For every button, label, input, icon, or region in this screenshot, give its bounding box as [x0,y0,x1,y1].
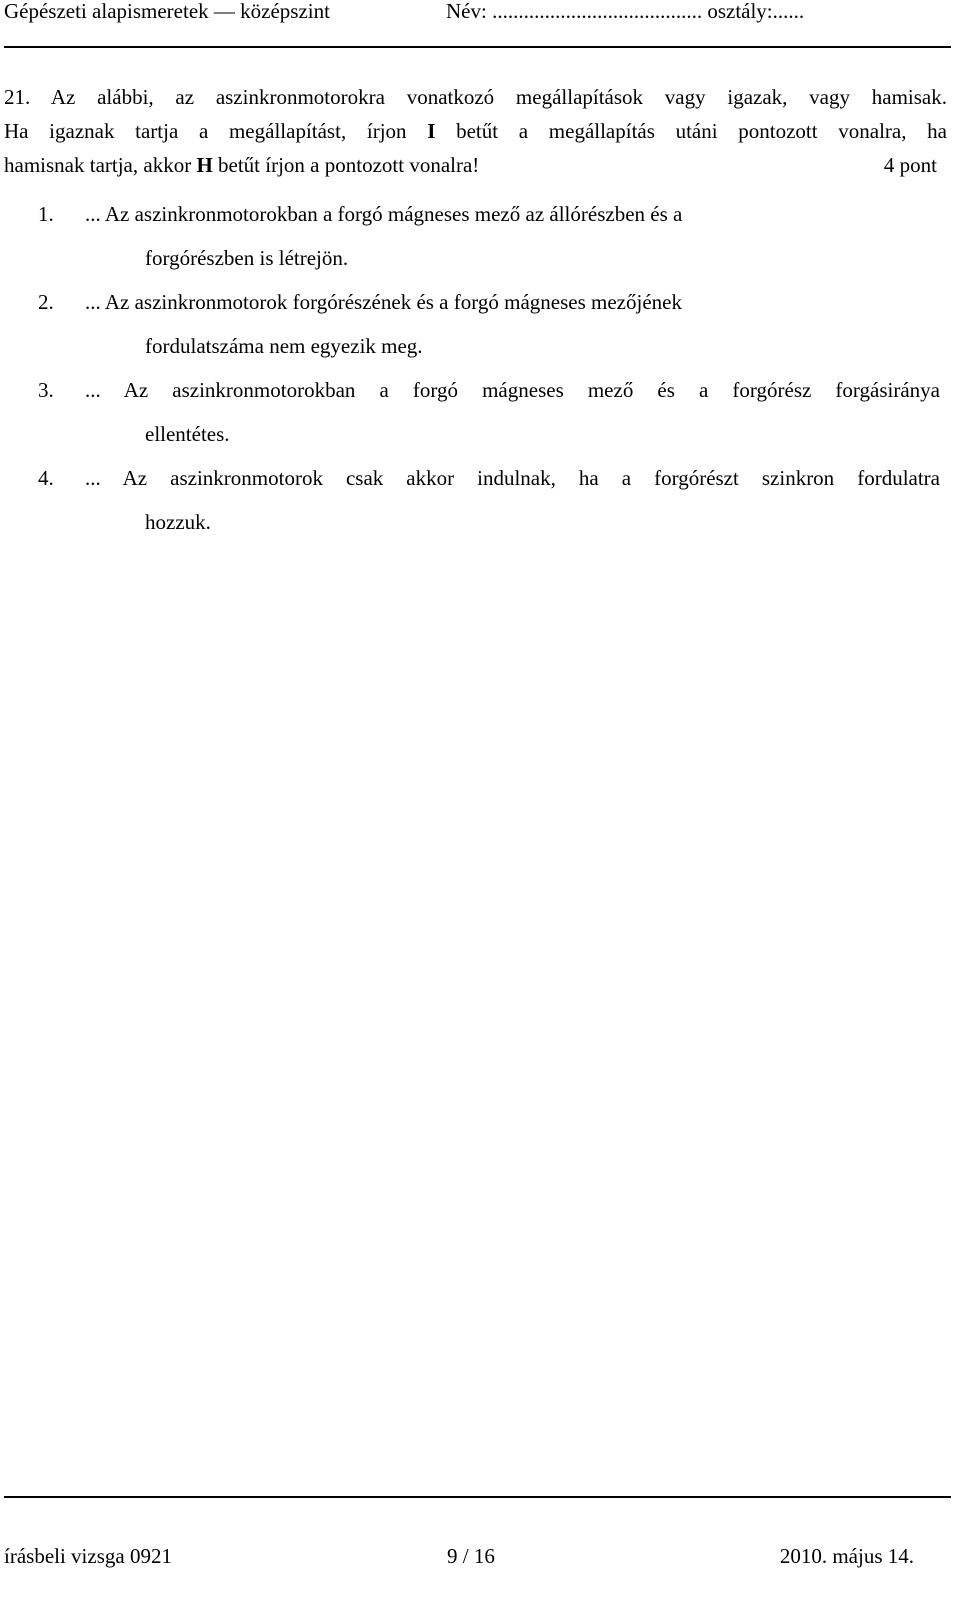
statement-number: 1. [38,202,54,226]
answer-blank[interactable]: ... [85,290,101,314]
header-subject: Gépészeti alapismeretek — középszint [4,0,330,23]
statement-line-2: ellentétes. [145,422,230,446]
answer-blank[interactable]: ... [85,202,101,226]
footer-exam: írásbeli vizsga 0921 [4,1544,172,1568]
header-class-field: osztály:...... [707,0,805,23]
statement-number: 2. [38,290,54,314]
letter-h: H [196,153,213,177]
question-line-1: 21. Az alábbi, az aszinkronmotorokra vonatkozó megállapítások vagy igazak, vagy hamisak. [4,85,947,109]
statement-line-1: ... Az aszinkronmotorokban a forgó mágneses mező és a forgórész forgásiránya [85,378,940,402]
answer-blank[interactable]: ... [85,466,101,490]
statement-number: 4. [38,466,54,490]
footer-date: 2010. május 14. [779,1544,914,1568]
statement-line-1: ... Az aszinkronmotorokban a forgó mágneses mező az állórészben és a [85,202,683,226]
page-header [4,0,951,48]
question-points: 4 pont [883,153,937,177]
answer-blank[interactable]: ... [85,378,101,402]
statement-line-2: hozzuk. [145,510,211,534]
statement-line-1: ... Az aszinkronmotorok csak akkor indulnak, ha a forgórészt szinkron fordulatra [85,466,940,490]
header-name-field: Név: ........................................ osztály:...... [446,0,805,23]
statement-line-2: fordulatszáma nem egyezik meg. [145,334,423,358]
statement-item [38,456,940,544]
statement-number: 3. [38,378,54,402]
question-line-2: Ha igaznak tartja a megállapítást, írjon I betűt a megállapítás utáni pontozott vonalra, ha [4,119,948,143]
question-number: 21. [4,85,31,109]
statement-line-2: forgórészben is létrejön. [145,246,349,270]
statement-item [38,368,940,456]
footer-page-number: 9 / 16 [447,1544,495,1568]
statement-list [38,192,940,544]
letter-i: I [427,119,436,143]
statement-item [38,280,940,368]
question-line-3: hamisnak tartja, akkor H betűt írjon a pontozott vonalra! 4 pont [4,148,947,182]
statement-line-1: ... Az aszinkronmotorok forgórészének és a forgó mágneses mezőjének [85,290,682,314]
page-footer [4,1496,951,1599]
question-21 [4,80,947,182]
statement-item [38,192,940,280]
